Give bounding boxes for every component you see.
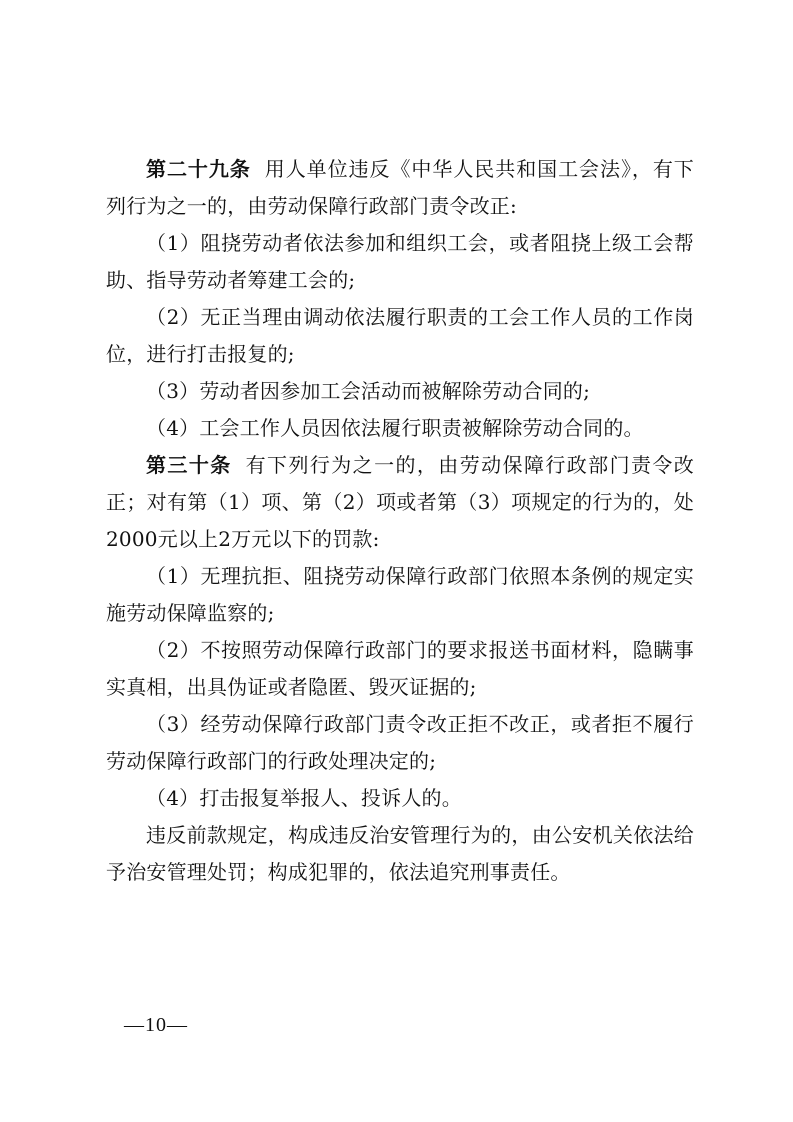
article-30-intro <box>106 447 694 558</box>
article-30-closing: 违反前款规定，构成违反治安管理行为的，由公安机关依法给予治安管理处罚；构成犯罪的，依法追究刑事责任。 <box>106 823 694 884</box>
article-30-intro-text: 有下列行为之一的，由劳动保障行政部门责令改正；对有第（1）项、第（2）项或者第（3）项规定的行为的，处2000元以上2万元以下的罚款: <box>106 453 694 551</box>
article-29-intro <box>106 151 694 225</box>
page-number: —10— <box>124 1014 188 1036</box>
article-29-item-4: （4）工会工作人员因依法履行职责被解除劳动合同的。 <box>146 416 644 440</box>
article-29-item-3: （3）劳动者因参加工会活动而被解除劳动合同的; <box>146 379 591 403</box>
article-30-item-1: （1）无理抗拒、阻挠劳动保障行政部门依照本条例的规定实施劳动保障监察的; <box>106 564 694 625</box>
article-30-item-4: （4）打击报复举报人、投诉人的。 <box>146 786 462 810</box>
article-29-heading: 第二十九条 <box>146 157 251 181</box>
article-30-heading: 第三十条 <box>146 453 232 477</box>
article-30-item-3: （3）经劳动保障行政部门责令改正拒不改正，或者拒不履行劳动保障行政部门的行政处理决定的; <box>106 712 694 773</box>
document-body <box>106 151 694 891</box>
article-29-item-2: （2）无正当理由调动依法履行职责的工会工作人员的工作岗位，进行打击报复的; <box>106 305 694 366</box>
article-29-item-1: （1）阻挠劳动者依法参加和组织工会，或者阻挠上级工会帮助、指导劳动者筹建工会的; <box>106 231 694 292</box>
article-30-item-2: （2）不按照劳动保障行政部门的要求报送书面材料，隐瞒事实真相，出具伪证或者隐匿、毁灭证据的; <box>106 638 694 699</box>
article-29-intro-text: 用人单位违反《中华人民共和国工会法》，有下列行为之一的，由劳动保障行政部门责令改正: <box>106 157 695 218</box>
